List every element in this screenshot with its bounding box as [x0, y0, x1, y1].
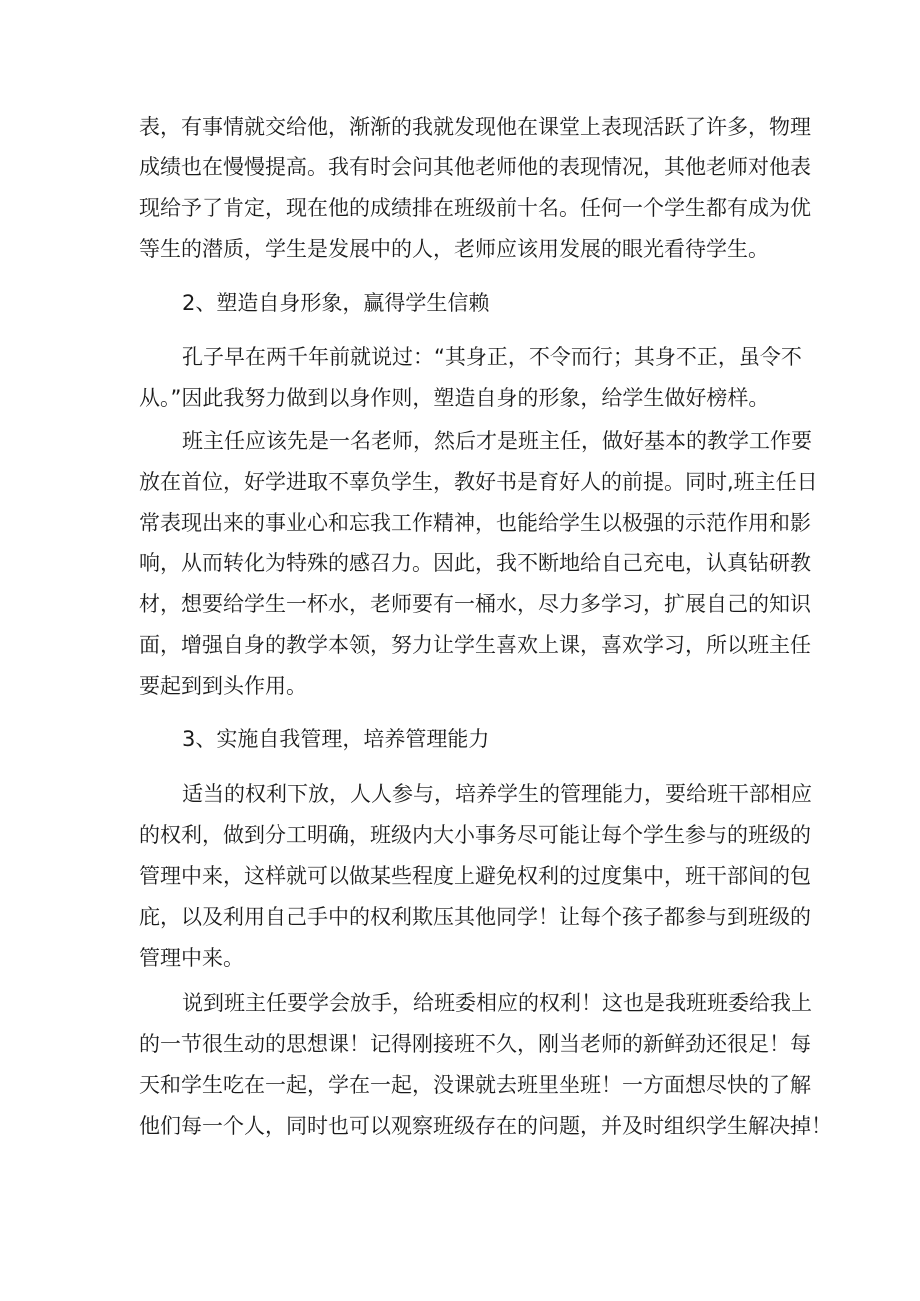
text-line: 天和学生吃在一起，学在一起，没课就去班里坐班！一方面想尽快的了解	[139, 1073, 811, 1097]
text-line: 管理中来，这样就可以做某些程度上避免权利的过度集中，班干部间的包	[139, 864, 811, 888]
text-line: 放在首位，好学进取不辜负学生，教好书是育好人的前提。同时,班主任日	[139, 470, 818, 494]
section-heading: 3、实施自我管理，培养管理能力	[182, 727, 490, 751]
text-line: 庇，以及利用自己手中的权利欺压其他同学！让每个孩子都参与到班级的	[139, 905, 811, 929]
text-line: 材，想要给学生一杯水，老师要有一桶水，尽力多学习，扩展自己的知识	[139, 592, 811, 616]
text-line: 说到班主任要学会放手，给班委相应的权利！这也是我班班委给我上	[182, 991, 812, 1015]
text-line: 响，从而转化为特殊的感召力。因此，我不断地给自己充电，认真钻研教	[139, 551, 811, 575]
text-line: 等生的潜质，学生是发展中的人，老师应该用发展的眼光看待学生。	[139, 237, 769, 261]
text-line: 的权利，做到分工明确，班级内大小事务尽可能让每个学生参与的班级的	[139, 823, 811, 847]
text-line: 表，有事情就交给他，渐渐的我就发现他在课堂上表现活跃了许多，物理	[139, 115, 811, 139]
text-line: 班主任应该先是一名老师，然后才是班主任，做好基本的教学工作要	[182, 429, 812, 453]
text-line: 的一节很生动的思想课！记得刚接班不久，刚当老师的新鲜劲还很足！每	[139, 1032, 811, 1056]
text-line: 他们每一个人，同时也可以观察班级存在的问题，并及时组织学生解决掉！	[139, 1114, 832, 1138]
text-line: 管理中来。	[139, 946, 244, 970]
text-line: 现给予了肯定，现在他的成绩排在班级前十名。任何一个学生都有成为优	[139, 196, 811, 220]
text-line: 适当的权利下放，人人参与，培养学生的管理能力，要给班干部相应	[182, 782, 812, 806]
text-line: 面，增强自身的教学本领，努力让学生喜欢上课，喜欢学习，所以班主任	[139, 633, 811, 657]
text-line: 从。”因此我努力做到以身作则，塑造自身的形象，给学生做好榜样。	[139, 386, 770, 410]
text-line: 成绩也在慢慢提高。我有时会问其他老师他的表现情况，其他老师对他表	[139, 155, 811, 179]
text-line: 孔子早在两千年前就说过：“其身正，不令而行；其身不正，虽令不	[182, 345, 802, 369]
text-line: 常表现出来的事业心和忘我工作精神，也能给学生以极强的示范作用和影	[139, 511, 811, 535]
section-heading: 2、塑造自身形象，赢得学生信赖	[182, 291, 490, 315]
text-line: 要起到到头作用。	[139, 674, 307, 698]
